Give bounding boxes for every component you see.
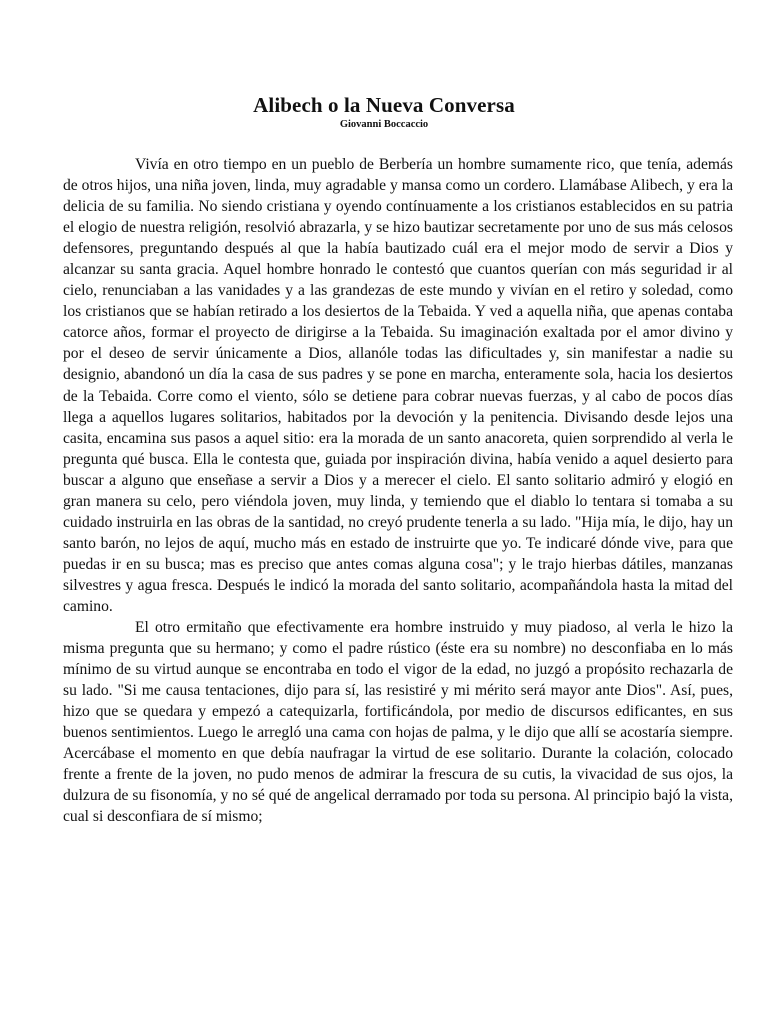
- document-header: [0, 92, 768, 132]
- paragraph-1: Vivía en otro tiempo en un pueblo de Berbería un hombre sumamente rico, que tenía, además de otros hijos, una niña joven, linda, muy agradable y mansa como un cordero. Llamábase Alibech, y era la delicia de su familia. No siendo cristiana y oyendo contínuamente a los cristianos establecidos en su patria el elogio de nuestra religión, resolvió abrazarla, y se hizo bautizar secretamente por uno de sus más celosos defensores, preguntando después al que la había bautizado cuál era el mejor modo de servir a Dios y alcanzar su santa gracia. Aquel hombre honrado le contestó que cuantos querían con más seguridad ir al cielo, renunciaban a las vanidades y a las grandezas de este mundo y vivían en el retiro y soledad, como los cristianos que se habían retirado a los desiertos de la Tebaida. Y ved a aquella niña, que apenas contaba catorce años, formar el proyecto de dirigirse a la Tebaida. Su imaginación exaltada por el amor divino y por el deseo de servir únicamente a Dios, allanóle todas las dificultades y, sin manifestar a nadie su designio, abandonó un día la casa de sus padres y se pone en marcha, enteramente sola, hacia los desiertos de la Tebaida. Corre como el viento, sólo se detiene para cobrar nuevas fuerzas, y al cabo de pocos días llega a aquellos lugares solitarios, habitados por la devoción y la penitencia. Divisando desde lejos una casita, encamina sus pasos a aquel sitio: era la morada de un santo anacoreta, quien sorprendido al verla le pregunta qué busca. Ella le contesta que, guiada por inspiración divina, había venido a aquel desierto para buscar a alguno que enseñase a servir a Dios y a merecer el cielo. El santo solitario admiró y elogió en gran manera su celo, pero viéndola joven, muy linda, y temiendo que el diablo lo tentara si tomaba a su cuidado instruirla en las obras de la santidad, no creyó prudente tenerla a su lado. "Hija mía, le dijo, hay un santo barón, no lejos de aquí, mucho más en estado de instruirte que yo. Te indicaré dónde vive, para que puedas ir en su busca; mas es preciso que antes comas alguna cosa"; y le trajo hierbas dátiles, manzanas silvestres y agua fresca. Después le indicó la morada del santo solitario, acompañándola hasta la mitad del camino.: [63, 156, 733, 615]
- document-author: Giovanni Boccaccio: [339, 119, 429, 130]
- document-title: Alibech o la Nueva Conversa: [253, 93, 515, 117]
- paragraph-2: El otro ermitaño que efectivamente era hombre instruido y muy piadoso, al verla le hizo la misma pregunta que su hermano; y como el padre rústico (éste era su nombre) no desconfiaba en lo más mínimo de su virtud aunque se encontraba en todo el vigor de la edad, no juzgó a propósito rechazarla de su lado. "Si me causa tentaciones, dijo para sí, las resistiré y mi mérito será mayor ante Dios". Así, pues, hizo que se quedara y empezó a catequizarla, fortificándola, por medio de discursos edificantes, en sus buenos sentimientos. Luego le arregló una cama con hojas de palma, y le dijo que allí se acostaría siempre. Acercábase el momento en que debía naufragar la virtud de ese solitario. Durante la colación, colocado frente a frente de la joven, no pudo menos de admirar la frescura de su cutis, la vivacidad de sus ojos, la dulzura de su fisonomía, y no sé qué de angelical derramado por toda su persona. Al principio bajó la vista, cual si desconfiara de sí mismo;: [63, 619, 733, 826]
- document-body: [63, 154, 733, 828]
